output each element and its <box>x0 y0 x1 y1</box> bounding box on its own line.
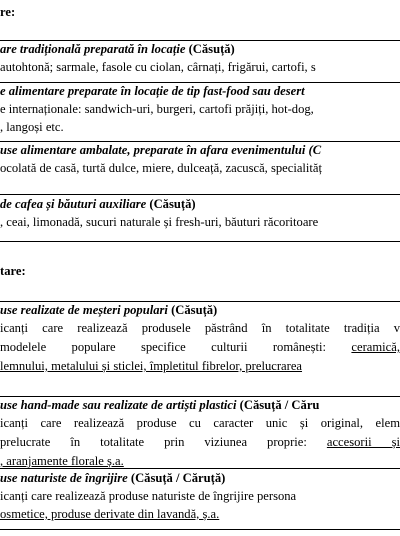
nonfood-item-description: modelele populare specifice culturii românești: ceramică, <box>0 340 400 354</box>
nonfood-item-title: use realizate de meșteri populari (Căsuță) <box>0 303 218 317</box>
food-section-heading: re: <box>0 5 16 19</box>
food-item-title: are tradițională preparată în locație (Căsuță) <box>0 42 235 56</box>
food-item-title: de cafea și băuturi auxiliare (Căsuță) <box>0 197 196 211</box>
food-item-description: , langoși etc. <box>0 120 64 134</box>
divider <box>0 194 400 195</box>
food-item-description: autohtonă; sarmale, fasole cu ciolan, cârnați, frigărui, cartofi, s <box>0 60 316 74</box>
nonfood-section-heading: tare: <box>0 264 26 278</box>
divider <box>0 529 400 530</box>
nonfood-item-title: use hand-made sau realizate de artiști plastici (Căsuță / Căru <box>0 398 320 412</box>
divider <box>0 241 400 242</box>
food-item-description: ocolată de casă, turtă dulce, miere, dulceață, zacuscă, specialităț <box>0 161 323 175</box>
nonfood-item-description: , aranjamente florale ș.a. <box>0 454 124 468</box>
food-item-description: e internaționale: sandwich-uri, burgeri, cartofi prăjiți, hot-dog, <box>0 102 314 116</box>
nonfood-item-description: prelucrate în totalitate prin viziunea proprie: accesorii și <box>0 435 400 449</box>
food-item-title: use alimentare ambalate, preparate în afara evenimentului (C <box>0 143 322 157</box>
nonfood-item-description: lemnului, metalului și sticlei, împletitul fibrelor, prelucrarea <box>0 359 303 373</box>
nonfood-item-title: use naturiste de îngrijire (Căsuță / Căruță) <box>0 471 226 485</box>
nonfood-item-description: icanți care realizează produsele păstrând în totalitate tradiția v <box>0 321 400 335</box>
divider <box>0 468 400 469</box>
food-item-title: e alimentare preparate în locație de tip fast-food sau desert <box>0 84 305 98</box>
nonfood-item-description: osmetice, produse derivate din lavandă, ș.a. <box>0 507 220 521</box>
food-item-description: , ceai, limonadă, sucuri naturale și fresh-uri, băuturi răcoritoare <box>0 215 319 229</box>
nonfood-item-description: icanți care realizează produse cu caracter unic și original, elem <box>0 416 400 430</box>
nonfood-item-description: icanți care realizează produse naturiste de îngrijire persona <box>0 489 297 503</box>
